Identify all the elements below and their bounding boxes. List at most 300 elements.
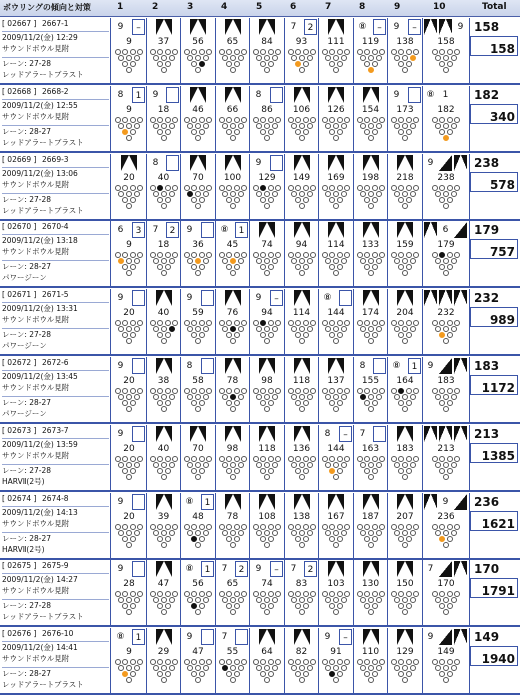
pin xyxy=(161,530,167,536)
frame-rolls xyxy=(112,19,146,35)
pin xyxy=(264,55,270,61)
pin xyxy=(126,67,132,73)
info-l1: 2009/11/2(金) 13:45 xyxy=(2,370,109,382)
pin xyxy=(153,55,159,61)
pin xyxy=(203,55,209,61)
pin xyxy=(134,462,140,468)
info-l4: パワージーン xyxy=(2,409,47,418)
pin xyxy=(195,406,201,412)
info-l0: [ 02674 ] xyxy=(2,493,37,503)
pin-diagram xyxy=(391,252,419,276)
pin xyxy=(303,332,309,338)
total-cell xyxy=(470,289,518,354)
info-l1: 2009/11/2(金) 13:06 xyxy=(2,167,109,179)
pin xyxy=(126,542,132,548)
roll xyxy=(454,629,467,645)
pin xyxy=(439,659,445,665)
pin xyxy=(241,49,247,55)
frame-rolls xyxy=(423,358,469,374)
pin xyxy=(303,320,309,326)
roll: 1 xyxy=(235,222,248,238)
pin xyxy=(150,117,156,123)
game-code: 2673-7 xyxy=(42,425,69,435)
pin xyxy=(187,123,193,129)
pin xyxy=(406,264,412,270)
pin xyxy=(391,659,397,665)
cumulative-score: 126 xyxy=(327,104,345,115)
frame-rolls xyxy=(112,290,146,306)
pin-diagram xyxy=(219,591,247,615)
pin xyxy=(329,332,335,338)
pin-diagram xyxy=(322,591,350,615)
pin xyxy=(364,332,370,338)
pin xyxy=(195,462,201,468)
cumulative-score: 111 xyxy=(327,37,345,47)
pin xyxy=(372,197,378,203)
info-l2: サウンドボウル見附 xyxy=(2,654,70,664)
pin xyxy=(451,597,457,603)
pin xyxy=(191,117,197,123)
pin xyxy=(368,542,374,548)
roll: 8 xyxy=(152,157,159,168)
frame xyxy=(181,357,216,422)
pin xyxy=(241,591,247,597)
pin xyxy=(153,665,159,671)
pin-diagram xyxy=(115,388,143,412)
pin xyxy=(219,49,225,55)
pin xyxy=(443,530,449,536)
info-l2: サウンドボウル見附 xyxy=(2,450,70,460)
pin xyxy=(303,468,309,474)
pin xyxy=(406,320,412,326)
cumulative-score: 187 xyxy=(361,511,380,522)
pin xyxy=(368,474,374,480)
roll: 1 xyxy=(201,494,214,510)
pin xyxy=(115,252,121,258)
cumulative-score: 91 xyxy=(330,647,342,658)
pin xyxy=(310,320,316,326)
info-l2: サウンドボウル見附 xyxy=(2,44,70,53)
game-code: 2676-10 xyxy=(42,629,74,639)
frame xyxy=(147,18,181,83)
pin xyxy=(368,462,374,468)
pin-diagram xyxy=(115,524,143,548)
roll: 8 xyxy=(359,361,366,371)
pin xyxy=(161,55,167,61)
frame xyxy=(147,289,181,354)
roll: 1 xyxy=(408,358,421,374)
game-row xyxy=(0,425,520,492)
frame xyxy=(147,154,181,219)
cumulative-score: 18 xyxy=(157,104,170,115)
pin xyxy=(443,203,449,209)
pin-diagram xyxy=(115,320,143,344)
pin xyxy=(130,197,136,203)
pin xyxy=(337,252,343,258)
pin xyxy=(391,524,397,530)
pin xyxy=(264,67,270,73)
pin xyxy=(398,185,404,191)
info-l1: 2009/11/2(金) 13:59 xyxy=(2,438,109,450)
cumulative-score: 64 xyxy=(261,647,273,658)
pin-diagram xyxy=(432,49,460,73)
game-code: 2674-8 xyxy=(42,493,69,503)
pin xyxy=(329,320,335,326)
frame-rolls xyxy=(112,426,146,442)
pin xyxy=(364,61,370,67)
pin xyxy=(126,203,132,209)
pin xyxy=(226,61,232,67)
roll xyxy=(454,561,467,577)
frame xyxy=(112,18,147,83)
pin xyxy=(368,67,374,73)
pin xyxy=(226,388,232,394)
pin xyxy=(165,49,171,55)
pin xyxy=(299,338,305,344)
pin xyxy=(206,320,212,326)
pin xyxy=(184,456,190,462)
cumulative-score: 114 xyxy=(292,308,311,319)
pin xyxy=(376,55,382,61)
pin xyxy=(126,135,132,141)
pin xyxy=(410,394,416,400)
pin xyxy=(130,264,136,270)
frame-rolls xyxy=(388,629,422,645)
pin xyxy=(329,524,335,530)
cumulative-score: 167 xyxy=(327,511,345,522)
pin xyxy=(406,524,412,530)
pin xyxy=(230,338,236,344)
pin xyxy=(439,388,445,394)
pin xyxy=(272,258,278,264)
cumulative-score: 28 xyxy=(123,579,135,590)
frame xyxy=(354,628,388,693)
pin xyxy=(260,400,266,406)
pin-diagram xyxy=(391,524,419,548)
roll xyxy=(363,629,379,645)
pin xyxy=(130,400,136,406)
roll xyxy=(259,494,275,510)
roll: ⑧ xyxy=(392,361,401,371)
frame xyxy=(112,425,147,490)
pin xyxy=(406,456,412,462)
pin xyxy=(439,252,445,258)
pin xyxy=(157,524,163,530)
pin xyxy=(322,456,328,462)
pin xyxy=(310,185,316,191)
cumulative-score: 232 xyxy=(437,308,455,319)
pin xyxy=(238,462,244,468)
pin xyxy=(260,332,266,338)
pin xyxy=(454,456,460,462)
pin xyxy=(134,394,140,400)
pin-diagram xyxy=(432,524,460,548)
frame xyxy=(354,357,388,422)
pin xyxy=(206,388,212,394)
pin xyxy=(410,462,416,468)
pin xyxy=(172,388,178,394)
pin xyxy=(195,326,201,332)
pin xyxy=(234,603,240,609)
pin xyxy=(172,320,178,326)
pin xyxy=(126,338,132,344)
pin xyxy=(402,55,408,61)
pin xyxy=(360,258,366,264)
pin xyxy=(256,530,262,536)
pin xyxy=(432,388,438,394)
pin xyxy=(222,55,228,61)
roll xyxy=(294,426,310,442)
frame-rolls xyxy=(285,155,318,171)
cumulative-score: 70 xyxy=(192,172,204,183)
pin xyxy=(195,597,201,603)
roll xyxy=(454,155,467,171)
frame xyxy=(147,221,181,286)
frame xyxy=(181,628,216,693)
running-total: 1791 xyxy=(481,584,515,599)
frame xyxy=(181,425,216,490)
pin-diagram xyxy=(150,524,178,548)
cumulative-score: 100 xyxy=(223,172,242,183)
total-cell xyxy=(470,18,518,83)
pin xyxy=(447,603,453,609)
pin xyxy=(134,191,140,197)
pin xyxy=(199,320,205,326)
pin xyxy=(226,252,232,258)
pin xyxy=(372,400,378,406)
pin xyxy=(333,394,339,400)
cumulative-score: 74 xyxy=(261,579,273,590)
pin xyxy=(272,123,278,129)
pin xyxy=(372,252,378,258)
pin xyxy=(122,252,128,258)
pin xyxy=(253,49,259,55)
pin xyxy=(329,388,335,394)
pin-diagram xyxy=(288,185,316,209)
cumulative-score: 39 xyxy=(157,511,170,522)
pin xyxy=(295,117,301,123)
pin xyxy=(165,659,171,665)
frame-rolls xyxy=(285,87,318,103)
pin xyxy=(439,264,445,270)
pin xyxy=(333,270,339,276)
pin xyxy=(337,591,343,597)
roll xyxy=(439,426,452,442)
pin xyxy=(122,591,128,597)
pin xyxy=(454,524,460,530)
pin xyxy=(322,388,328,394)
roll: – xyxy=(270,290,283,306)
roll xyxy=(190,426,206,442)
pin xyxy=(360,597,366,603)
frame-rolls xyxy=(319,426,353,442)
pin xyxy=(191,129,197,135)
pin xyxy=(357,456,363,462)
roll xyxy=(294,494,310,510)
roll: ⑧ xyxy=(358,22,367,32)
pin xyxy=(165,320,171,326)
pin xyxy=(126,677,132,683)
pin xyxy=(368,270,374,276)
pin xyxy=(275,388,281,394)
pin xyxy=(153,394,159,400)
frame xyxy=(423,18,470,83)
roll xyxy=(259,426,275,442)
pin xyxy=(454,185,460,191)
roll xyxy=(201,629,214,645)
pin xyxy=(260,129,266,135)
game-score: 238 xyxy=(474,155,500,170)
pin xyxy=(303,456,309,462)
cumulative-score: 70 xyxy=(192,443,204,454)
pin xyxy=(368,677,374,683)
pin xyxy=(219,659,225,665)
pin xyxy=(341,462,347,468)
pin xyxy=(391,117,397,123)
total-cell xyxy=(470,560,518,625)
pin xyxy=(184,49,190,55)
roll: 9 xyxy=(457,22,464,32)
pin xyxy=(275,185,281,191)
running-total: 578 xyxy=(489,177,515,192)
roll: 6 xyxy=(442,225,449,236)
cumulative-score: 58 xyxy=(192,376,204,386)
pin xyxy=(299,677,305,683)
pin xyxy=(451,394,457,400)
frame xyxy=(388,289,423,354)
frame-rolls xyxy=(423,290,469,306)
game-row xyxy=(0,18,520,85)
pin xyxy=(230,542,236,548)
pin xyxy=(206,591,212,597)
frame-rolls xyxy=(423,426,469,442)
pin xyxy=(268,456,274,462)
frame-rolls xyxy=(319,19,353,35)
cumulative-score: 76 xyxy=(226,308,239,319)
pin xyxy=(234,536,240,542)
frame xyxy=(216,221,250,286)
pin xyxy=(157,671,163,677)
pin-diagram xyxy=(219,252,247,276)
info-l4: パワージーン xyxy=(2,341,47,351)
roll: 9 xyxy=(393,89,400,100)
pin xyxy=(195,338,201,344)
info-l4: レッドアラートブラスト xyxy=(2,205,84,215)
pin xyxy=(329,671,335,677)
frame xyxy=(285,560,319,625)
pin xyxy=(406,332,412,338)
pin xyxy=(394,258,400,264)
pin xyxy=(288,591,294,597)
cumulative-score: 129 xyxy=(258,172,276,183)
pin xyxy=(165,185,171,191)
running-total: 1940 xyxy=(481,652,515,667)
frame xyxy=(388,425,423,490)
roll xyxy=(294,358,310,374)
roll: – xyxy=(132,19,145,35)
pin xyxy=(325,530,331,536)
pin xyxy=(253,252,259,258)
roll xyxy=(363,494,379,510)
pin xyxy=(137,659,143,665)
pin xyxy=(451,665,457,671)
pin-diagram xyxy=(322,49,350,73)
frame-label: 7 xyxy=(325,2,332,12)
pin xyxy=(391,252,397,258)
pin-diagram xyxy=(184,591,212,615)
pin xyxy=(333,338,339,344)
info-l2: サウンドボウル見附 xyxy=(2,247,70,257)
pin xyxy=(337,129,343,135)
frame-rolls xyxy=(319,222,353,238)
roll: 6 xyxy=(117,225,124,236)
pin xyxy=(398,264,404,270)
game-info xyxy=(0,560,111,625)
pin xyxy=(126,270,132,276)
pin xyxy=(234,61,240,67)
pin-diagram xyxy=(288,117,316,141)
info-l0: [ 02669 ] xyxy=(2,154,37,164)
pin xyxy=(402,191,408,197)
pin xyxy=(157,185,163,191)
pin xyxy=(272,394,278,400)
pin-diagram xyxy=(184,524,212,548)
info-l1: 2009/11/2(金) 12:29 xyxy=(2,31,109,43)
pin xyxy=(226,591,232,597)
pin xyxy=(447,332,453,338)
game-info xyxy=(0,493,111,558)
frame-label: 8 xyxy=(359,2,366,12)
cumulative-score: 137 xyxy=(327,376,345,386)
game-info xyxy=(0,289,111,354)
pin xyxy=(169,597,175,603)
pin xyxy=(447,671,453,677)
pin xyxy=(337,456,343,462)
pin xyxy=(172,456,178,462)
pin xyxy=(161,609,167,615)
cumulative-score: 144 xyxy=(327,308,345,319)
roll xyxy=(424,19,437,35)
roll: 7 xyxy=(221,632,228,643)
pin xyxy=(394,191,400,197)
cumulative-score: 78 xyxy=(226,376,239,386)
pin xyxy=(230,530,236,536)
pin xyxy=(364,320,370,326)
frame-rolls xyxy=(423,19,469,35)
cumulative-score: 98 xyxy=(226,443,239,454)
pin xyxy=(161,542,167,548)
frame-rolls xyxy=(147,155,180,171)
pin xyxy=(303,524,309,530)
pin xyxy=(130,320,136,326)
pin xyxy=(126,609,132,615)
pin xyxy=(230,394,236,400)
game-row xyxy=(0,357,520,424)
pin xyxy=(275,456,281,462)
total-cell xyxy=(470,154,518,219)
game-code: 2675-9 xyxy=(42,561,69,571)
pin xyxy=(272,55,278,61)
frame-rolls xyxy=(354,358,387,374)
cumulative-score: 66 xyxy=(226,104,239,115)
total-label: Total xyxy=(482,2,507,12)
pin xyxy=(443,123,449,129)
pin xyxy=(253,659,259,665)
pin xyxy=(299,462,305,468)
pin xyxy=(451,530,457,536)
frame xyxy=(423,221,470,286)
pin xyxy=(122,49,128,55)
